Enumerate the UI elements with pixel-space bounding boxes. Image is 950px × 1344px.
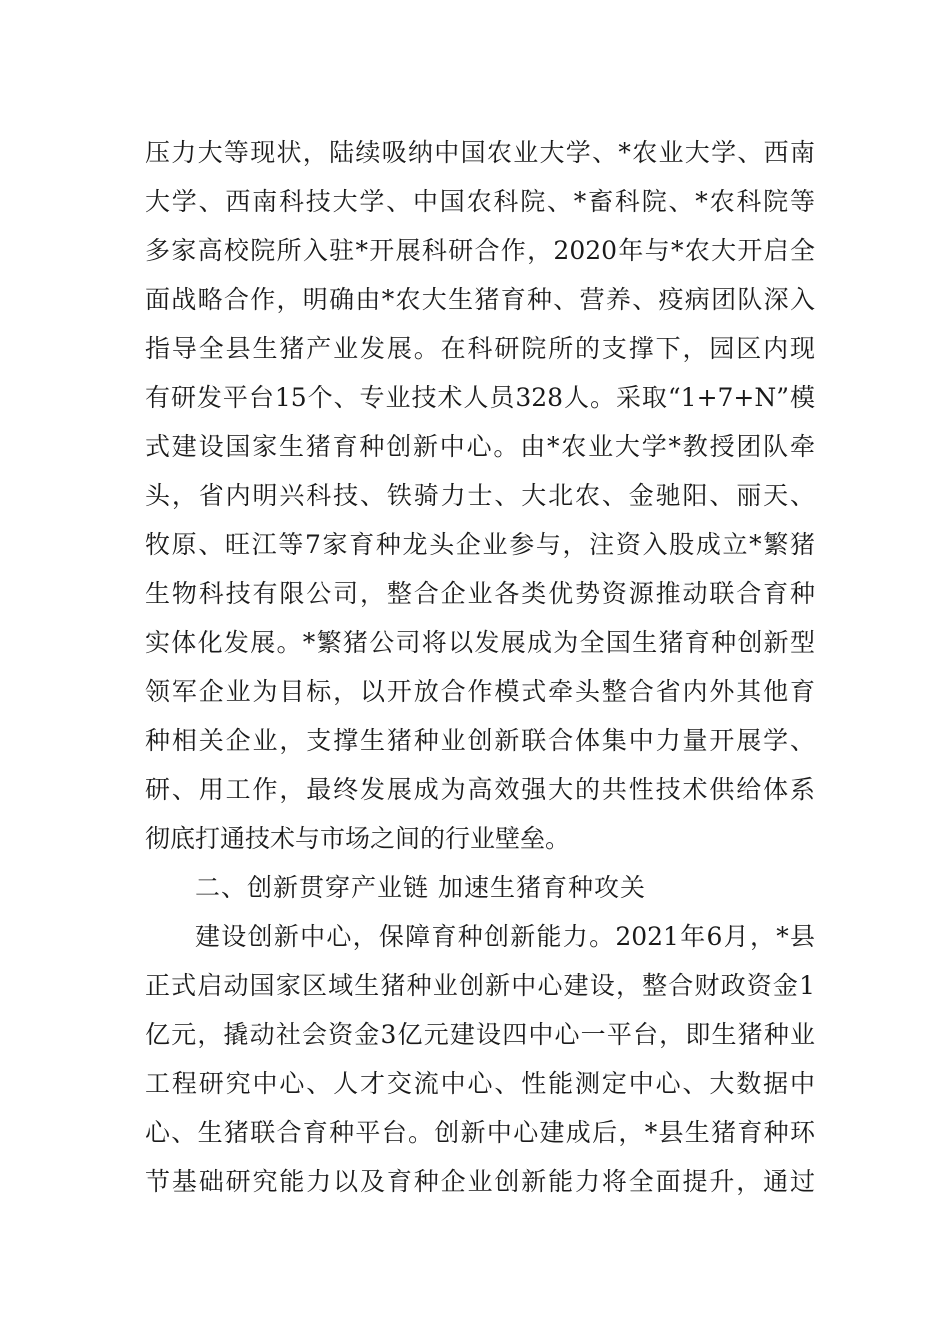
text-line: 种相关企业，支撑生猪种业创新联合体集中力量开展学、 [145, 726, 815, 755]
text-line: 压力大等现状，陆续吸纳中国农业大学、*农业大学、西南 [145, 138, 815, 167]
text-line: 心、生猪联合育种平台。创新中心建成后，*县生猪育种环 [145, 1118, 815, 1147]
text-line: 式建设国家生猪育种创新中心。由*农业大学*教授团队牵 [145, 432, 815, 461]
text-line: 领军企业为目标，以开放合作模式牵头整合省内外其他育 [145, 677, 815, 706]
text-line: 指导全县生猪产业发展。在科研院所的支撑下，园区内现 [145, 334, 815, 363]
text-line: 牧原、旺江等7家育种龙头企业参与，注资入股成立*繁猪 [145, 530, 815, 559]
text-line: 建设创新中心，保障育种创新能力。2021年6月，*县 [195, 922, 815, 951]
text-line: 有研发平台15个、专业技术人员328人。采取“1+7+N”模 [145, 383, 815, 412]
text-line: 头，省内明兴科技、铁骑力士、大北农、金驰阳、丽天、 [145, 481, 815, 510]
text-line: 研、用工作，最终发展成为高效强大的共性技术供给体系 [145, 775, 815, 804]
text-line: 彻底打通技术与市场之间的行业壁垒。 [145, 824, 571, 853]
document-body [145, 128, 815, 1206]
section-heading: 二、创新贯穿产业链 加速生猪育种攻关 [195, 873, 646, 902]
text-line: 生物科技有限公司，整合企业各类优势资源推动联合育种 [145, 579, 815, 608]
text-line: 亿元，撬动社会资金3亿元建设四中心一平台，即生猪种业 [145, 1020, 815, 1049]
text-line: 节基础研究能力以及育种企业创新能力将全面提升，通过 [145, 1167, 815, 1196]
text-line: 工程研究中心、人才交流中心、性能测定中心、大数据中 [145, 1069, 815, 1098]
text-line: 面战略合作，明确由*农大生猪育种、营养、疫病团队深入 [145, 285, 815, 314]
text-line: 大学、西南科技大学、中国农科院、*畜科院、*农科院等 [145, 187, 815, 216]
text-line: 实体化发展。*繁猪公司将以发展成为全国生猪育种创新型 [145, 628, 815, 657]
text-line: 多家高校院所入驻*开展科研合作，2020年与*农大开启全 [145, 236, 815, 265]
text-line: 正式启动国家区域生猪种业创新中心建设，整合财政资金1 [145, 971, 815, 1000]
